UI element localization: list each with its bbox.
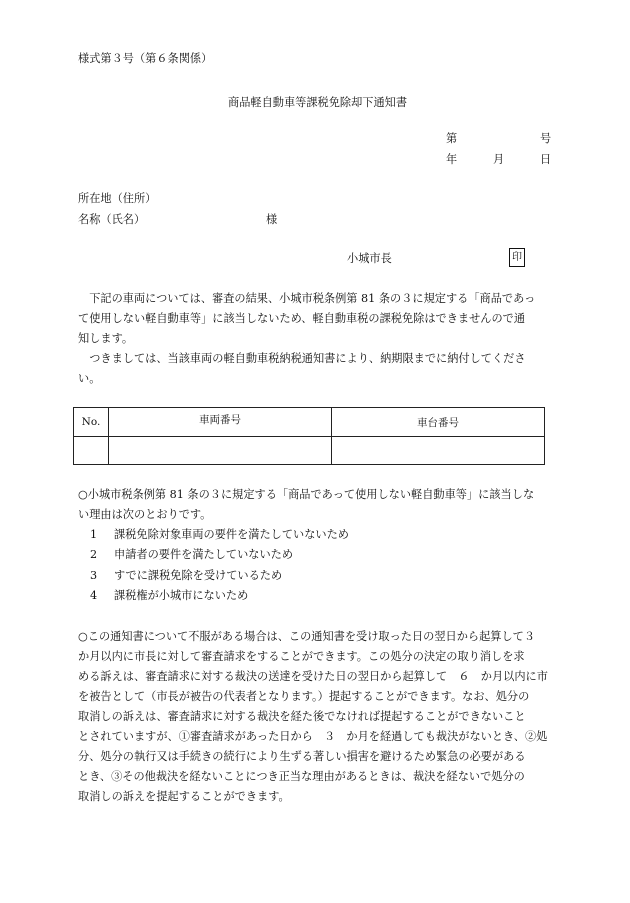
honorific-sama: 様 [266, 213, 278, 226]
column-header-chassis-number: 車台番号 [332, 408, 545, 437]
document-number-suffix: 号 [540, 132, 552, 145]
notice-line: つきましては、当該車両の軽自動車税納税通知書により、納期限までに納付してくださ [78, 352, 526, 365]
seal-stamp: 印 [509, 248, 525, 267]
appeal-line: とされていますが、①審査請求があった日から ３ か月を経過しても裁決がないとき、②処 [78, 730, 548, 743]
appeal-line: 取消しの訴えは、審査請求に対する裁決を経た後でなければ提起することができないこと [78, 710, 526, 723]
reason-item [90, 525, 349, 545]
date-month-label: 月 [493, 153, 505, 166]
table-cell-chassis-number [332, 437, 545, 465]
table-cell-no [74, 437, 109, 465]
reason-item [90, 586, 248, 606]
appeal-notice [78, 627, 552, 807]
reason-text: 申請者の要件を満たしていないため [114, 548, 294, 561]
notice-line: て使用しない軽自動車等」に該当しないため、軽自動車税の課税免除はできませんので通 [78, 312, 526, 325]
appeal-line: を被告として（市長が被告の代表者となります。）提起することができます。なお、処分の [78, 690, 530, 703]
reasons-intro [78, 485, 552, 525]
appeal-line: か月以内に市長に対して審査請求をすることができます。この処分の決定の取り消しを求 [78, 650, 525, 663]
reason-number: 3 [90, 569, 98, 582]
notice-line: 知します。 [78, 332, 134, 345]
column-header-registration-number [109, 408, 332, 437]
document-number-prefix: 第 [446, 132, 458, 145]
reasons-intro-line: ○小城市税条例第 81 条の３に規定する「商品であって使用しない軽自動車等」に該当しな [78, 488, 535, 501]
reason-text: 課税権が小城市にないため [114, 589, 249, 602]
column-header-label: 車両番号 [199, 414, 241, 426]
table-cell-registration-number [109, 437, 332, 465]
table-row [74, 437, 545, 465]
page-title: 商品軽自動車等課税免除却下通知書 [228, 96, 408, 109]
mayor-title: 小城市長 [347, 252, 392, 265]
reason-number: 4 [90, 589, 98, 602]
reason-number: 2 [90, 548, 98, 561]
form-number: 様式第３号（第６条関係） [78, 52, 213, 65]
reason-item [90, 566, 282, 586]
date-day-label: 日 [540, 153, 552, 166]
reason-number: 1 [90, 528, 98, 541]
vehicle-table [73, 407, 545, 465]
notice-paragraph [78, 289, 552, 389]
reason-text: 課税免除対象車両の要件を満たしていないため [114, 528, 349, 541]
appeal-line: める訴えは、審査請求に対する裁決の送達を受けた日の翌日から起算して ６ か月以内に市 [78, 670, 548, 683]
appeal-line: ○この通知書について不服がある場合は、この通知書を受け取った日の翌日から起算して３ [78, 630, 536, 643]
appeal-line: 分、処分の執行又は手続きの続行により生ずる著しい損害を避けるため緊急の必要がある [78, 750, 526, 763]
appeal-line: とき、③その他裁決を経ないことにつき正当な理由があるときは、裁決を経ないで処分の [78, 770, 525, 783]
reason-item [90, 545, 293, 565]
reasons-intro-line: い理由は次のとおりです。 [78, 508, 212, 521]
notice-line: い。 [78, 372, 101, 385]
address-label: 所在地（住所） [78, 192, 157, 205]
date-year-label: 年 [446, 153, 458, 166]
reason-text: すでに課税免除を受けているため [114, 569, 283, 582]
appeal-line: 取消しの訴えを提起することができます。 [78, 790, 290, 803]
column-header-no: No. [74, 408, 109, 437]
table-header-row [74, 408, 545, 437]
name-label: 名称（氏名） [78, 213, 146, 226]
notice-line: 下記の車両については、審査の結果、小城市税条例第 81 条の３に規定する「商品であっ [78, 292, 536, 305]
